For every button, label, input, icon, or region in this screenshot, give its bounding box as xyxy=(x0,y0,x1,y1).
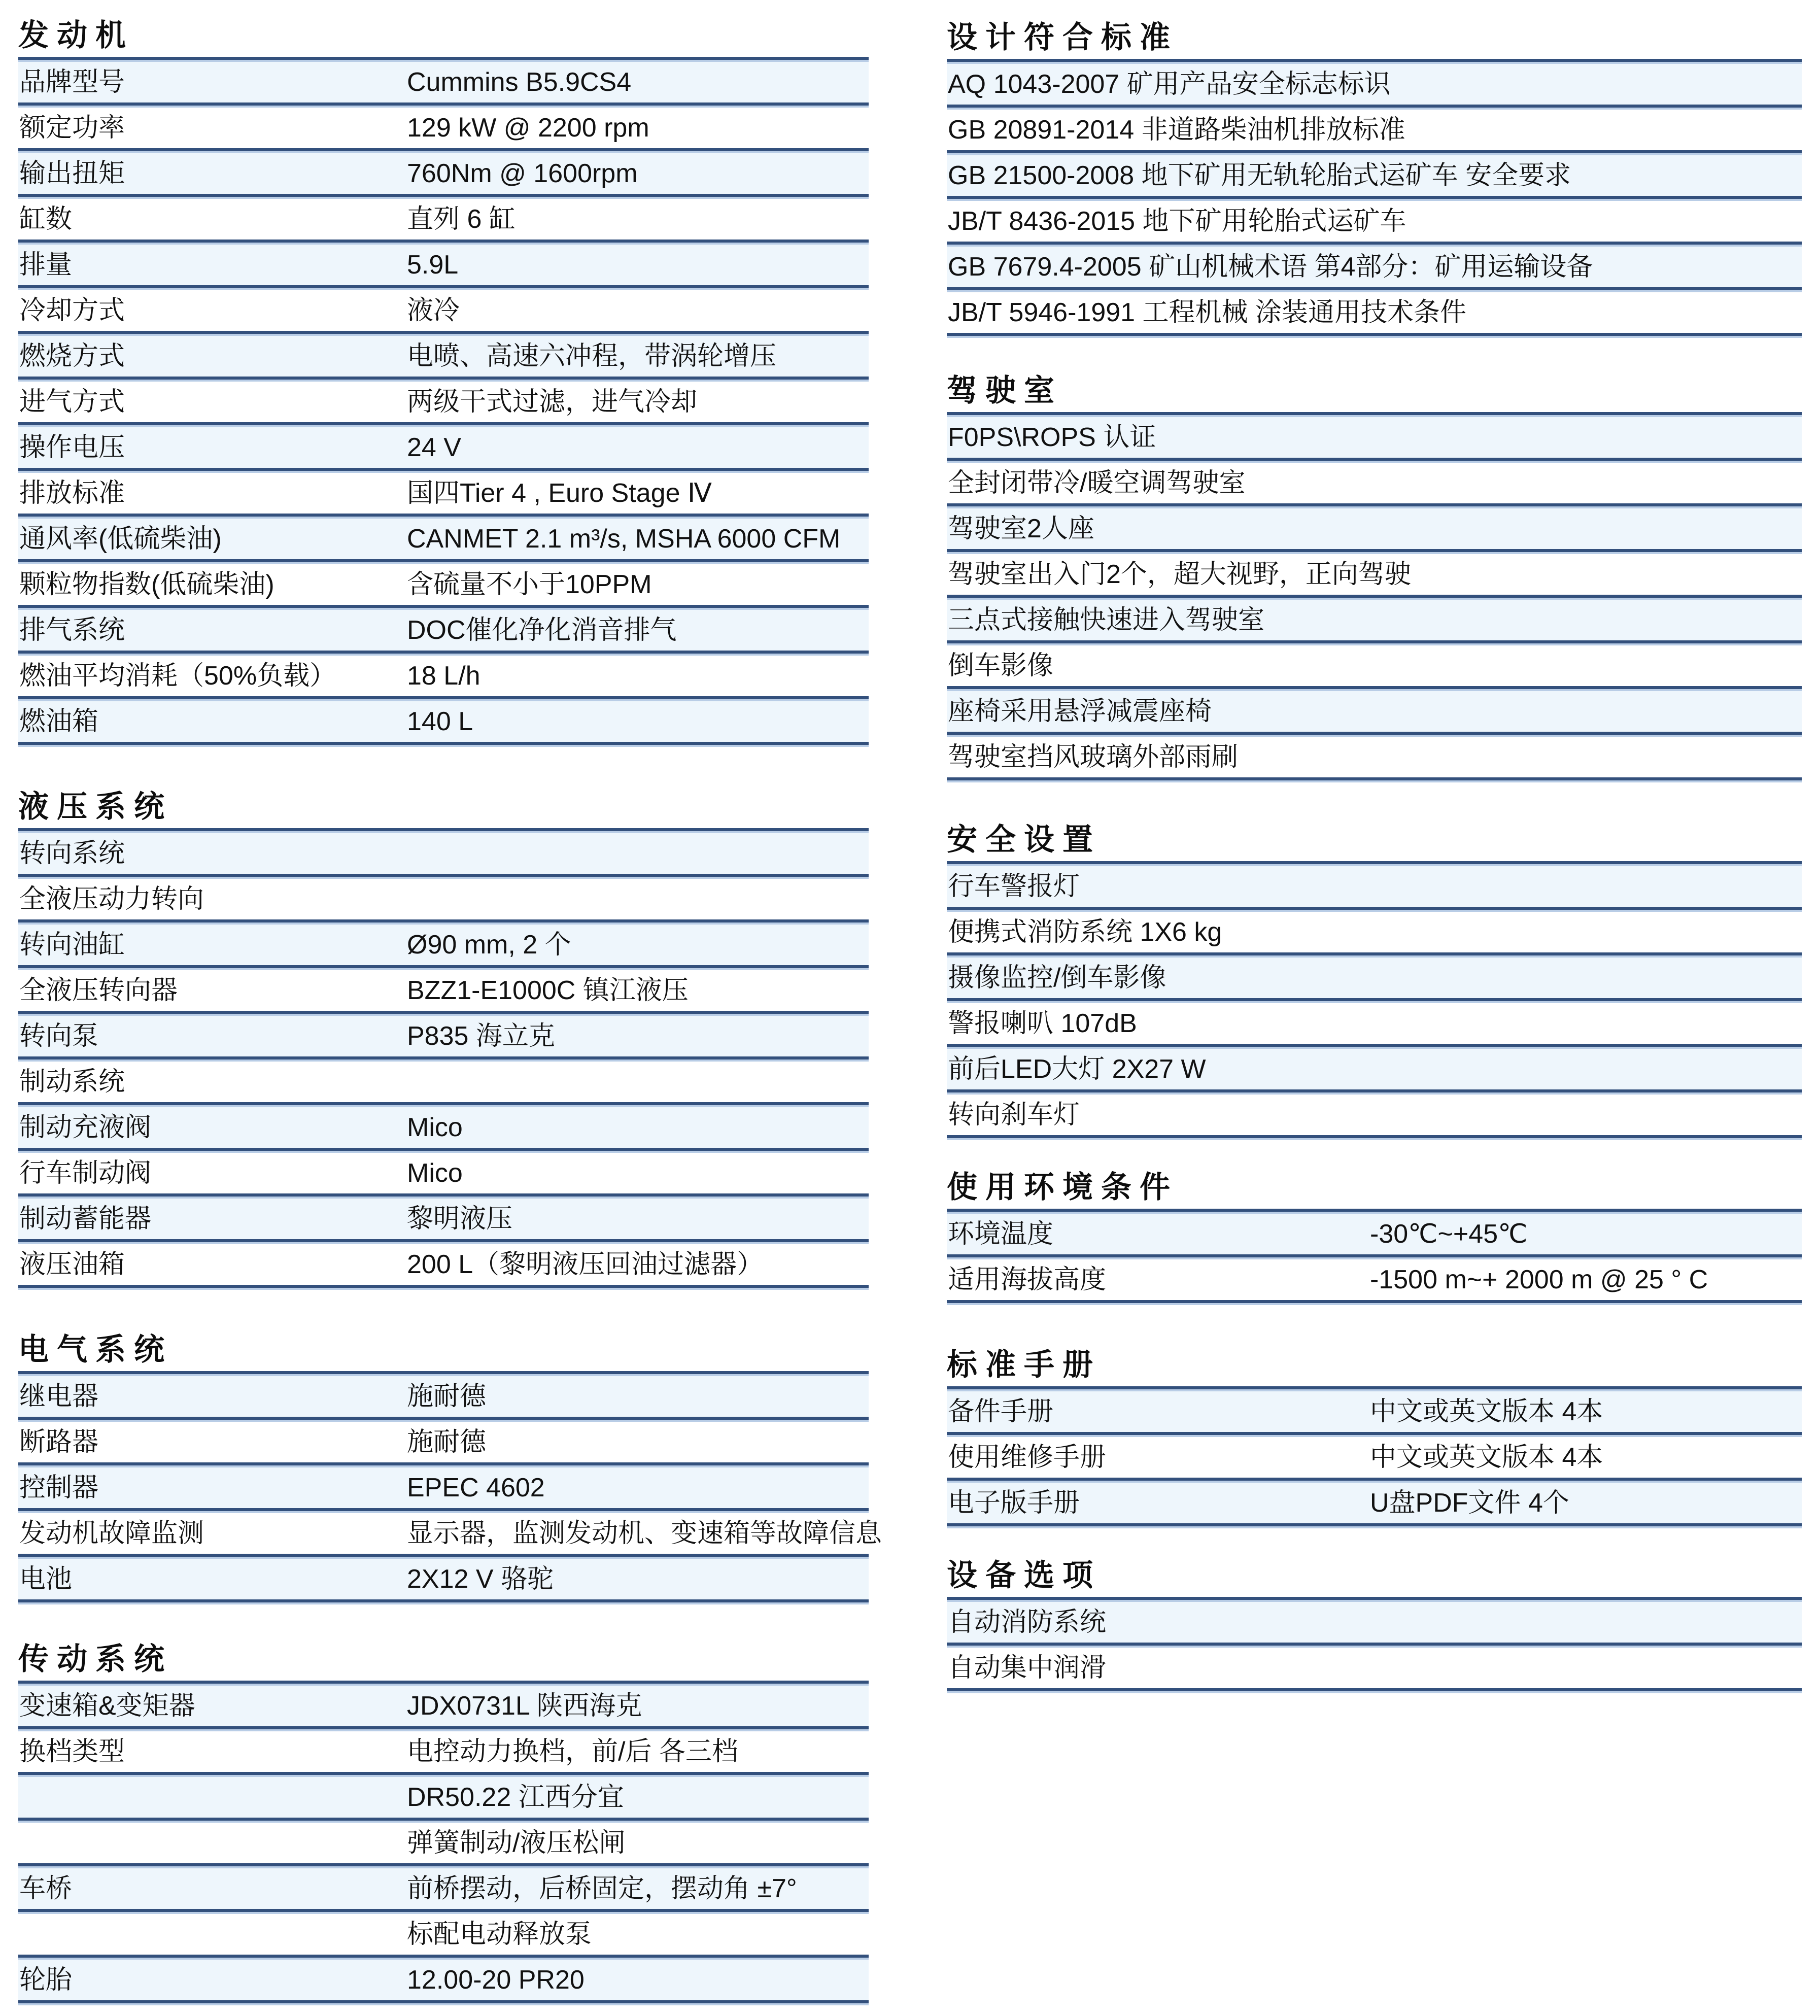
spec-row xyxy=(18,1467,869,1508)
spec-value: 弹簧制动/液压松闸 xyxy=(407,1828,626,1858)
spec-row xyxy=(18,564,869,605)
divider xyxy=(18,102,869,108)
spec-row xyxy=(18,1914,869,1955)
spec-label: 品牌型号 xyxy=(19,67,125,97)
spec-label: F0PS\ROPS 认证 xyxy=(948,423,1156,452)
divider xyxy=(18,1772,869,1777)
divider xyxy=(18,2000,869,2005)
spec-value: 直列 6 缸 xyxy=(407,204,516,234)
spec-value: 显示器，监测发动机、变速箱等故障信息 xyxy=(407,1519,882,1548)
divider xyxy=(18,965,869,970)
divider xyxy=(947,242,1802,247)
section-title: 液压系统 xyxy=(18,789,173,825)
spec-label: 断路器 xyxy=(19,1427,99,1457)
divider xyxy=(18,1193,869,1199)
spec-label: 颗粒物指数(低硫柴油) xyxy=(19,570,274,599)
spec-label: 排气系统 xyxy=(19,616,125,645)
divider xyxy=(18,1909,869,1914)
spec-label: JB/T 8436-2015 地下矿用轮胎式运矿车 xyxy=(948,207,1406,236)
divider xyxy=(947,998,1802,1003)
divider xyxy=(947,1688,1802,1693)
spec-label: JB/T 5946-1991 工程机械 涂装通用技术条件 xyxy=(948,298,1466,327)
divider xyxy=(947,777,1802,782)
spec-label: 转向油缸 xyxy=(19,930,125,960)
spec-value: 2X12 V 骆驼 xyxy=(407,1564,554,1594)
spec-label: 自动消防系统 xyxy=(948,1608,1107,1637)
section-safety xyxy=(947,804,1802,1140)
spec-value: BZZ1-E1000C 镇江液压 xyxy=(407,976,689,1005)
divider xyxy=(947,1523,1802,1528)
spec-label: GB 20891-2014 非道路柴油机排放标准 xyxy=(948,115,1405,145)
spec-value: 760Nm @ 1600rpm xyxy=(407,159,638,188)
spec-label: 电子版手册 xyxy=(948,1488,1080,1518)
spec-label: 转向系统 xyxy=(19,839,125,868)
spec-row xyxy=(947,1214,1802,1254)
spec-value: Mico xyxy=(407,1158,463,1188)
spec-value: EPEC 4602 xyxy=(407,1473,545,1502)
spec-label: 制动系统 xyxy=(19,1067,125,1097)
divider xyxy=(18,1148,869,1153)
spec-label: 燃油平均消耗（50%负载） xyxy=(19,661,336,691)
divider xyxy=(947,1386,1802,1391)
spec-label: 备件手册 xyxy=(948,1397,1054,1426)
spec-label: 摄像监控/倒车影像 xyxy=(948,963,1166,993)
spec-row xyxy=(18,925,869,965)
spec-row xyxy=(947,155,1802,196)
divider xyxy=(18,1955,869,1960)
spec-row xyxy=(18,519,869,559)
spec-value: 140 L xyxy=(407,707,473,736)
spec-row xyxy=(947,1095,1802,1135)
spec-value: -1500 m~+ 2000 m @ 25 ° C xyxy=(1370,1265,1708,1294)
spec-value: JDX0731L 陕西海克 xyxy=(407,1691,642,1721)
divider xyxy=(18,1239,869,1244)
divider xyxy=(947,196,1802,201)
section-title: 设备选项 xyxy=(947,1558,1101,1593)
divider xyxy=(18,605,869,610)
spec-value: 200 L（黎明液压回油过滤器） xyxy=(407,1250,764,1279)
divider xyxy=(947,412,1802,417)
spec-label: 行车制动阀 xyxy=(19,1158,152,1188)
section-environment xyxy=(947,1152,1802,1305)
spec-label: 缸数 xyxy=(19,204,73,234)
spec-label: 燃油箱 xyxy=(19,707,99,736)
spec-label: 发动机故障监测 xyxy=(19,1519,204,1548)
spec-label: 额定功率 xyxy=(19,113,125,143)
spec-row xyxy=(18,290,869,331)
spec-row xyxy=(947,1259,1802,1300)
spec-row xyxy=(947,554,1802,595)
spec-value: 前桥摆动，后桥固定，摆动角 ±7° xyxy=(407,1874,797,1903)
section-electrical xyxy=(18,1314,882,1604)
spec-row xyxy=(18,1107,869,1148)
divider xyxy=(18,651,869,656)
spec-label: 驾驶室出入门2个，超大视野，正向驾驶 xyxy=(948,560,1411,589)
divider xyxy=(18,1417,869,1422)
divider xyxy=(18,422,869,427)
spec-row xyxy=(947,1648,1802,1688)
spec-label: 排放标准 xyxy=(19,479,125,508)
divider xyxy=(947,595,1802,600)
divider xyxy=(947,952,1802,958)
divider xyxy=(947,640,1802,645)
section-manuals xyxy=(947,1329,1802,1528)
divider xyxy=(947,150,1802,155)
section-drivetrain xyxy=(18,1624,869,2005)
spec-label: 控制器 xyxy=(19,1473,99,1502)
divider xyxy=(18,1371,869,1376)
spec-row xyxy=(947,691,1802,732)
spec-label: 警报喇叭 107dB xyxy=(948,1009,1137,1038)
spec-row xyxy=(18,1960,869,2000)
spec-row xyxy=(947,1003,1802,1044)
spec-row xyxy=(18,1559,869,1599)
spec-label: 变速箱&变矩器 xyxy=(19,1691,195,1721)
spec-row xyxy=(947,866,1802,907)
spec-label: 排量 xyxy=(19,250,73,280)
spec-row xyxy=(18,427,869,468)
section-title: 标准手册 xyxy=(947,1347,1101,1383)
spec-value: 12.00-20 PR20 xyxy=(407,1965,585,1995)
spec-row xyxy=(947,645,1802,686)
divider xyxy=(18,1681,869,1686)
spec-value: 国四Tier 4 , Euro Stage Ⅳ xyxy=(407,479,712,508)
divider xyxy=(947,1478,1802,1483)
spec-label: GB 21500-2008 地下矿用无轨轮胎式运矿车 安全要求 xyxy=(948,161,1571,190)
divider xyxy=(947,59,1802,64)
divider xyxy=(18,148,869,153)
spec-label: 转向泵 xyxy=(19,1021,99,1051)
spec-row xyxy=(18,1376,869,1417)
divider xyxy=(18,57,869,62)
spec-value: Ø90 mm, 2 个 xyxy=(407,930,571,960)
spec-row xyxy=(18,1062,869,1102)
spec-label: 继电器 xyxy=(19,1382,99,1411)
spec-row xyxy=(947,958,1802,998)
spec-row xyxy=(947,737,1802,777)
divider xyxy=(18,696,869,701)
spec-row xyxy=(947,292,1802,333)
spec-label: 适用海拔高度 xyxy=(948,1265,1107,1294)
spec-value: 中文或英文版本 4本 xyxy=(1370,1397,1603,1426)
spec-label: 全封闭带冷/暖空调驾驶室 xyxy=(948,468,1246,498)
spec-row xyxy=(947,912,1802,952)
divider xyxy=(947,1254,1802,1259)
spec-row xyxy=(18,1513,882,1554)
spec-row xyxy=(18,1868,869,1909)
divider xyxy=(18,559,869,564)
divider xyxy=(947,907,1802,912)
divider xyxy=(18,1554,869,1559)
spec-row xyxy=(18,199,869,240)
spec-row xyxy=(947,247,1802,287)
divider xyxy=(18,1863,869,1868)
spec-value: 施耐德 xyxy=(407,1382,487,1411)
divider xyxy=(947,1300,1802,1305)
divider xyxy=(947,1643,1802,1648)
spec-row xyxy=(18,833,869,874)
spec-value: CANMET 2.1 m³/s, MSHA 6000 CFM xyxy=(407,524,841,554)
spec-row xyxy=(947,1602,1802,1643)
spec-value: 电控动力换档，前/后 各三档 xyxy=(407,1737,738,1766)
section-title: 电气系统 xyxy=(18,1332,173,1368)
spec-value: P835 海立克 xyxy=(407,1021,555,1051)
divider xyxy=(947,732,1802,737)
divider xyxy=(947,1597,1802,1602)
spec-label: 车桥 xyxy=(19,1874,73,1903)
spec-label: 三点式接触快速进入驾驶室 xyxy=(948,605,1265,635)
section-title: 设计符合标准 xyxy=(947,20,1178,55)
spec-row xyxy=(947,64,1802,105)
divider xyxy=(18,919,869,925)
divider xyxy=(947,1089,1802,1095)
spec-label: 制动充液阀 xyxy=(19,1113,152,1142)
spec-row xyxy=(18,1731,869,1772)
spec-label: 环境温度 xyxy=(948,1219,1054,1249)
divider xyxy=(947,1209,1802,1214)
spec-row xyxy=(18,1016,869,1056)
divider xyxy=(947,105,1802,110)
spec-row xyxy=(18,336,869,377)
spec-row xyxy=(947,201,1802,242)
divider xyxy=(18,514,869,519)
section-options xyxy=(947,1540,1802,1693)
divider xyxy=(947,549,1802,554)
divider xyxy=(947,1135,1802,1140)
spec-value: 液冷 xyxy=(407,296,460,325)
spec-row xyxy=(18,1686,869,1726)
spec-row xyxy=(18,656,869,696)
spec-label: 液压油箱 xyxy=(19,1250,125,1279)
divider xyxy=(947,287,1802,292)
spec-label: 前后LED大灯 2X27 W xyxy=(948,1054,1206,1084)
divider xyxy=(18,240,869,245)
divider xyxy=(18,1056,869,1062)
spec-label: 自动集中润滑 xyxy=(948,1653,1107,1683)
spec-row xyxy=(18,879,869,919)
spec-label: 燃烧方式 xyxy=(19,341,125,371)
spec-value: Mico xyxy=(407,1113,463,1142)
spec-value: 中文或英文版本 4本 xyxy=(1370,1443,1603,1472)
divider xyxy=(947,1044,1802,1049)
spec-value: DOC催化净化消音排气 xyxy=(407,616,677,645)
spec-row xyxy=(18,108,869,148)
section-hydraulic xyxy=(18,771,869,1290)
spec-label: 驾驶室挡风玻璃外部雨刷 xyxy=(948,742,1239,772)
spec-value: 含硫量不小于10PPM xyxy=(407,570,652,599)
spec-label: 全液压转向器 xyxy=(19,976,178,1005)
spec-value: 129 kW @ 2200 rpm xyxy=(407,113,649,143)
spec-label: 电池 xyxy=(19,1564,73,1594)
spec-row xyxy=(947,600,1802,640)
spec-label: 便携式消防系统 1X6 kg xyxy=(948,917,1222,947)
spec-row xyxy=(18,62,869,102)
spec-label: 全液压动力转向 xyxy=(19,884,204,914)
divider xyxy=(18,377,869,382)
spec-row xyxy=(18,1153,869,1193)
spec-label: 座椅采用悬浮减震座椅 xyxy=(948,697,1212,726)
spec-label: 轮胎 xyxy=(19,1965,73,1995)
spec-label: AQ 1043-2007 矿用产品安全标志标识 xyxy=(948,70,1391,99)
spec-row xyxy=(947,508,1802,549)
section-engine xyxy=(18,0,869,747)
divider xyxy=(18,828,869,833)
section-title: 使用环境条件 xyxy=(947,1170,1178,1205)
divider xyxy=(18,1285,869,1290)
spec-row xyxy=(947,1049,1802,1089)
spec-row xyxy=(18,1422,869,1462)
spec-label: 冷却方式 xyxy=(19,296,125,325)
divider xyxy=(947,458,1802,463)
spec-value: 24 V xyxy=(407,433,461,462)
spec-row xyxy=(947,463,1802,503)
spec-label: 驾驶室2人座 xyxy=(948,514,1094,543)
divider xyxy=(18,874,869,879)
divider xyxy=(18,1726,869,1731)
divider xyxy=(18,468,869,473)
divider xyxy=(947,861,1802,866)
section-title: 发动机 xyxy=(18,18,134,53)
spec-label: 倒车影像 xyxy=(948,651,1054,680)
spec-row xyxy=(18,970,869,1011)
spec-row xyxy=(18,610,869,651)
spec-label: 通风率(低硫柴油) xyxy=(19,524,222,554)
section-title: 驾驶室 xyxy=(947,373,1062,408)
section-title: 传动系统 xyxy=(18,1642,173,1677)
spec-label: 进气方式 xyxy=(19,387,125,417)
spec-value: 标配电动释放泵 xyxy=(407,1920,592,1949)
spec-row xyxy=(947,1391,1802,1432)
divider xyxy=(18,1508,869,1513)
divider xyxy=(947,1432,1802,1437)
divider xyxy=(18,1599,869,1604)
divider xyxy=(947,333,1802,338)
spec-label: 使用维修手册 xyxy=(948,1443,1107,1472)
section-title: 安全设置 xyxy=(947,822,1101,858)
spec-row xyxy=(18,1199,869,1239)
divider xyxy=(18,1818,869,1823)
spec-label: 制动蓄能器 xyxy=(19,1204,152,1234)
spec-value: -30℃~+45℃ xyxy=(1370,1219,1528,1249)
spec-row xyxy=(18,1777,869,1818)
section-cab xyxy=(947,355,1802,782)
spec-label: GB 7679.4-2005 矿山机械术语 第4部分：矿用运输设备 xyxy=(948,252,1593,282)
spec-row xyxy=(947,110,1802,150)
spec-row xyxy=(18,473,869,514)
divider xyxy=(947,503,1802,508)
spec-row xyxy=(18,153,869,194)
spec-value: U盘PDF文件 4个 xyxy=(1370,1488,1569,1518)
divider xyxy=(18,285,869,290)
spec-value: Cummins B5.9CS4 xyxy=(407,67,632,97)
spec-row xyxy=(947,1437,1802,1478)
spec-value: 黎明液压 xyxy=(407,1204,513,1234)
spec-value: DR50.22 江西分宜 xyxy=(407,1783,624,1812)
divider xyxy=(18,1011,869,1016)
spec-row xyxy=(947,417,1802,458)
spec-label: 输出扭矩 xyxy=(19,159,125,188)
spec-row xyxy=(18,245,869,285)
spec-row xyxy=(18,1823,869,1863)
divider xyxy=(947,686,1802,691)
spec-value: 施耐德 xyxy=(407,1427,487,1457)
divider xyxy=(18,194,869,199)
spec-row xyxy=(947,1483,1802,1523)
spec-label: 转向刹车灯 xyxy=(948,1100,1080,1130)
spec-value: 5.9L xyxy=(407,250,459,280)
spec-label: 换档类型 xyxy=(19,1737,125,1766)
spec-label: 行车警报灯 xyxy=(948,872,1080,901)
spec-value: 两级干式过滤，进气冷却 xyxy=(407,387,698,417)
divider xyxy=(18,331,869,336)
spec-row xyxy=(18,701,869,742)
spec-value: 18 L/h xyxy=(407,661,480,691)
section-standards xyxy=(947,2,1802,338)
divider xyxy=(18,1462,869,1467)
divider xyxy=(18,742,869,747)
divider xyxy=(18,1102,869,1107)
spec-row xyxy=(18,382,869,422)
spec-value: 电喷、高速六冲程，带涡轮增压 xyxy=(407,341,777,371)
spec-row xyxy=(18,1244,869,1285)
spec-label: 操作电压 xyxy=(19,433,125,462)
